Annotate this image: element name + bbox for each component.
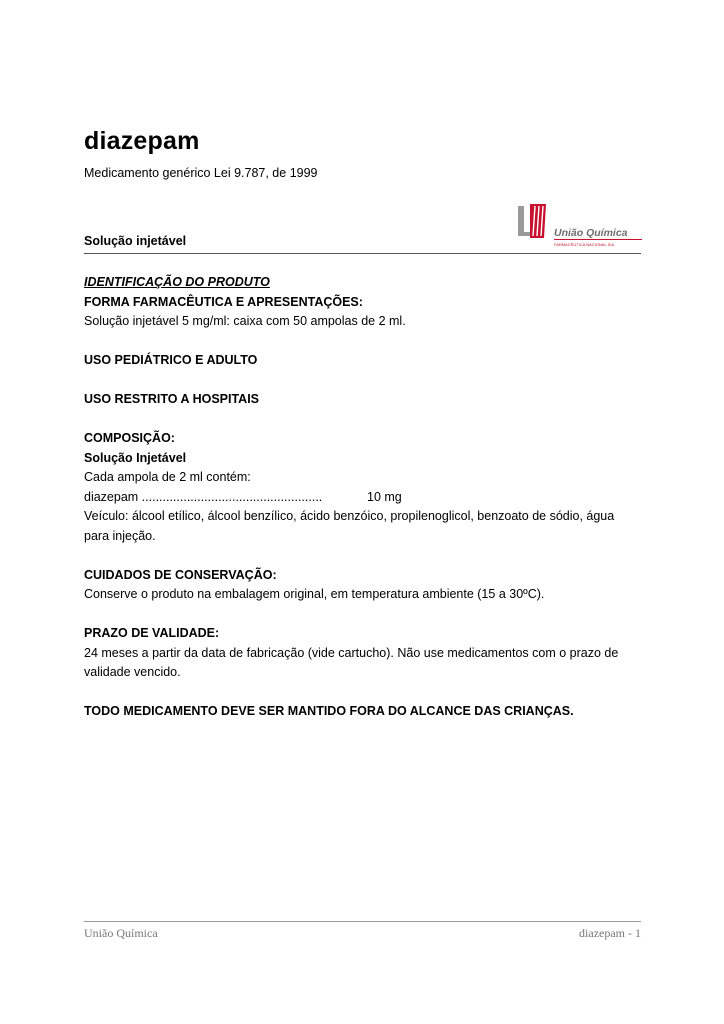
ampoule-contents-text: Cada ampola de 2 ml contém: [84, 470, 251, 484]
header-divider [84, 253, 641, 254]
children-warning: TODO MEDICAMENTO DEVE SER MANTIDO FORA DO ALCANCE DAS CRIANÇAS. [84, 704, 574, 718]
pediatric-use-heading: USO PEDIÁTRICO E ADULTO [84, 353, 258, 367]
hospital-use-heading: USO RESTRITO A HOSPITAIS [84, 392, 260, 406]
composition-subheading: Solução Injetável [84, 450, 187, 465]
generic-law-subtitle: Medicamento genérico Lei 9.787, de 1999 [84, 166, 318, 180]
expiry-heading: PRAZO DE VALIDADE: [84, 626, 220, 640]
storage-heading: CUIDADOS DE CONSERVAÇÃO: [84, 567, 277, 582]
document-body [84, 273, 642, 722]
vehicle-text: Veículo: álcool etílico, álcool benzílico, ácido benzóico, propilenoglicol, benzoato de sódio, água para injeção. [84, 509, 615, 543]
dose-label: diazepam .................................................... [84, 489, 323, 504]
dose-value: 10 mg [367, 489, 402, 504]
expiry-text: 24 meses a partir da data de fabricação (vide cartucho). Não use medicamentos com o prazo de validade vencido. [84, 645, 619, 679]
footer-divider [84, 921, 641, 922]
logo-brand-text: União Química [554, 227, 628, 239]
logo-tagline-text: FARMACÊUTICA NACIONAL S/A [554, 242, 615, 247]
footer-page-number: diazepam - 1 [579, 926, 641, 940]
dosage-form-label: Solução injetável [84, 234, 187, 248]
composition-heading: COMPOSIÇÃO: [84, 431, 175, 445]
presentation-text: Solução injetável 5 mg/ml: caixa com 50 ampolas de 2 ml. [84, 314, 406, 328]
storage-text: Conserve o produto na embalagem original, em temperatura ambiente (15 a 30ºC). [84, 587, 545, 601]
identification-heading: IDENTIFICAÇÃO DO PRODUTO [84, 275, 270, 289]
pharmaceutical-form-heading: FORMA FARMACÊUTICA E APRESENTAÇÕES: [84, 294, 363, 309]
uniao-quimica-logo [516, 202, 644, 248]
footer-company: União Química [84, 926, 158, 940]
page-title: diazepam [84, 127, 200, 155]
dose-row [84, 488, 642, 508]
